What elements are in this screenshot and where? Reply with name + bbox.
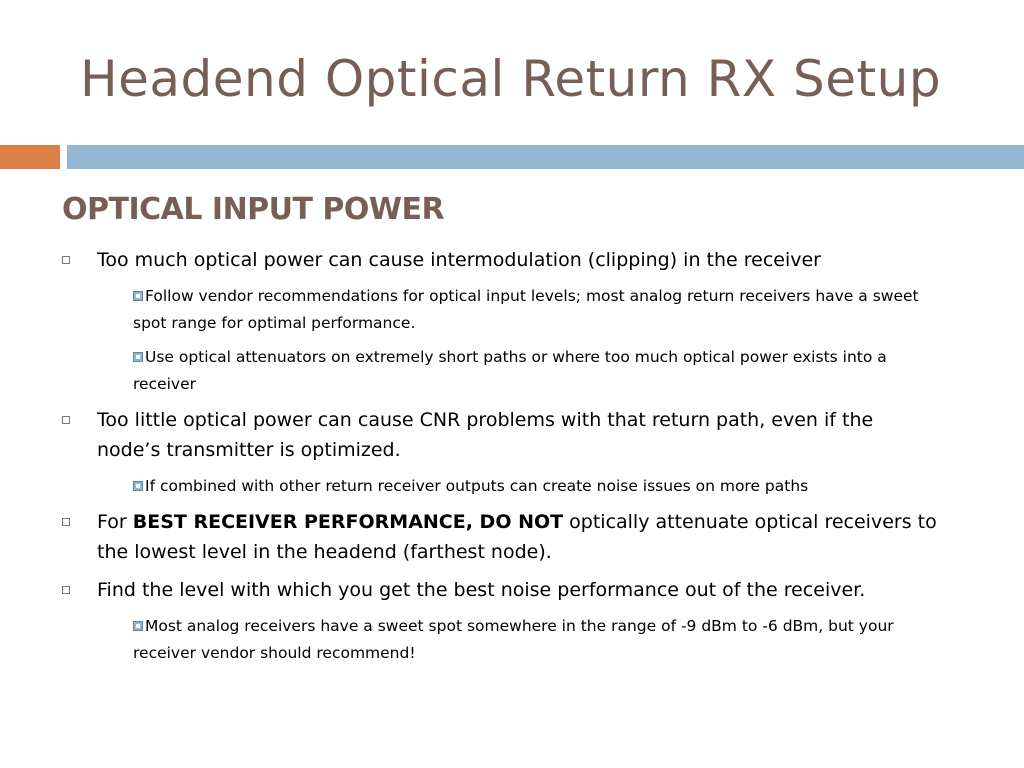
- accent-bar-blue: [67, 145, 1024, 169]
- sub-bullet-text: Use optical attenuators on extremely short paths or where too much optical power exists into a receiver: [133, 348, 887, 393]
- square-sub-bullet-icon: [133, 352, 143, 362]
- bullet-list: [62, 245, 942, 674]
- bullet-text-bold: BEST RECEIVER PERFORMANCE, DO NOT: [132, 511, 564, 533]
- bullet-text-post: optically attenuate optical receivers to the lowest level in the headend (farthest node).: [97, 511, 937, 563]
- square-bullet-icon: [62, 416, 70, 424]
- bullet-text: Find the level with which you get the best noise performance out of the receiver.: [97, 579, 866, 601]
- square-bullet-icon: [62, 586, 70, 594]
- bullet-item: [62, 245, 942, 275]
- sub-bullet-item: [133, 344, 923, 398]
- sub-bullet-item: [133, 283, 923, 337]
- sub-bullet-item: [133, 613, 923, 667]
- accent-bar-orange: [0, 145, 60, 169]
- square-bullet-icon: [62, 518, 70, 526]
- bullet-item: [62, 507, 942, 567]
- section-heading: OPTICAL INPUT POWER: [62, 192, 445, 227]
- bullet-text: Too much optical power can cause intermodulation (clipping) in the receiver: [97, 249, 821, 271]
- sub-bullet-text: If combined with other return receiver outputs can create noise issues on more paths: [145, 477, 809, 495]
- bullet-item: [62, 405, 942, 465]
- bullet-text: Too little optical power can cause CNR problems with that return path, even if the node’s transmitter is optimized.: [97, 409, 874, 461]
- square-sub-bullet-icon: [133, 291, 143, 301]
- square-bullet-icon: [62, 256, 70, 264]
- bullet-item: [62, 575, 942, 605]
- square-sub-bullet-icon: [133, 481, 143, 491]
- sub-bullet-text: Most analog receivers have a sweet spot somewhere in the range of -9 dBm to -6 dBm, but your receiver vendor should recommend!: [133, 617, 894, 662]
- bullet-text-pre: For: [97, 511, 133, 533]
- slide-title: Headend Optical Return RX Setup: [80, 50, 942, 108]
- sub-bullet-item: [133, 473, 923, 500]
- square-sub-bullet-icon: [133, 621, 143, 631]
- sub-bullet-text: Follow vendor recommendations for optical input levels; most analog return receivers have a sweet spot range for optimal performance.: [133, 287, 919, 332]
